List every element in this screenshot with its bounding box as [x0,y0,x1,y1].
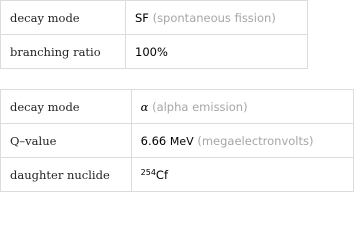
q-value-label: Q–value [1,124,132,158]
element-symbol: Cf [155,167,169,182]
alpha-decay-mode-label: decay mode [1,90,132,124]
decay-mode-symbol: SF [135,10,149,25]
daughter-nuclide-label: daughter nuclide [1,158,132,192]
branching-ratio-label: branching ratio [1,35,126,69]
q-value-value [131,124,353,158]
q-value-unit-note: (megaelectronvolts) [197,133,314,148]
decay-info-table [0,0,308,69]
decay-mode-label: decay mode [1,1,126,35]
table-row [1,1,308,35]
table-row [1,90,354,124]
decay-mode-note: (spontaneous fission) [152,10,276,25]
table-row [1,35,308,69]
branching-ratio-value: 100% [126,35,308,69]
alpha-emission-note: (alpha emission) [152,99,248,114]
q-value-unit: MeV [169,134,194,148]
table-row [1,158,354,192]
alpha-decay-mode-value [131,90,353,124]
table-row [1,124,354,158]
daughter-nuclide-value [131,158,353,192]
mass-number: 254 [140,167,156,177]
alpha-decay-table [0,89,354,192]
decay-mode-value [126,1,308,35]
q-value-number: 6.66 [140,133,167,148]
alpha-symbol: α [140,99,149,114]
